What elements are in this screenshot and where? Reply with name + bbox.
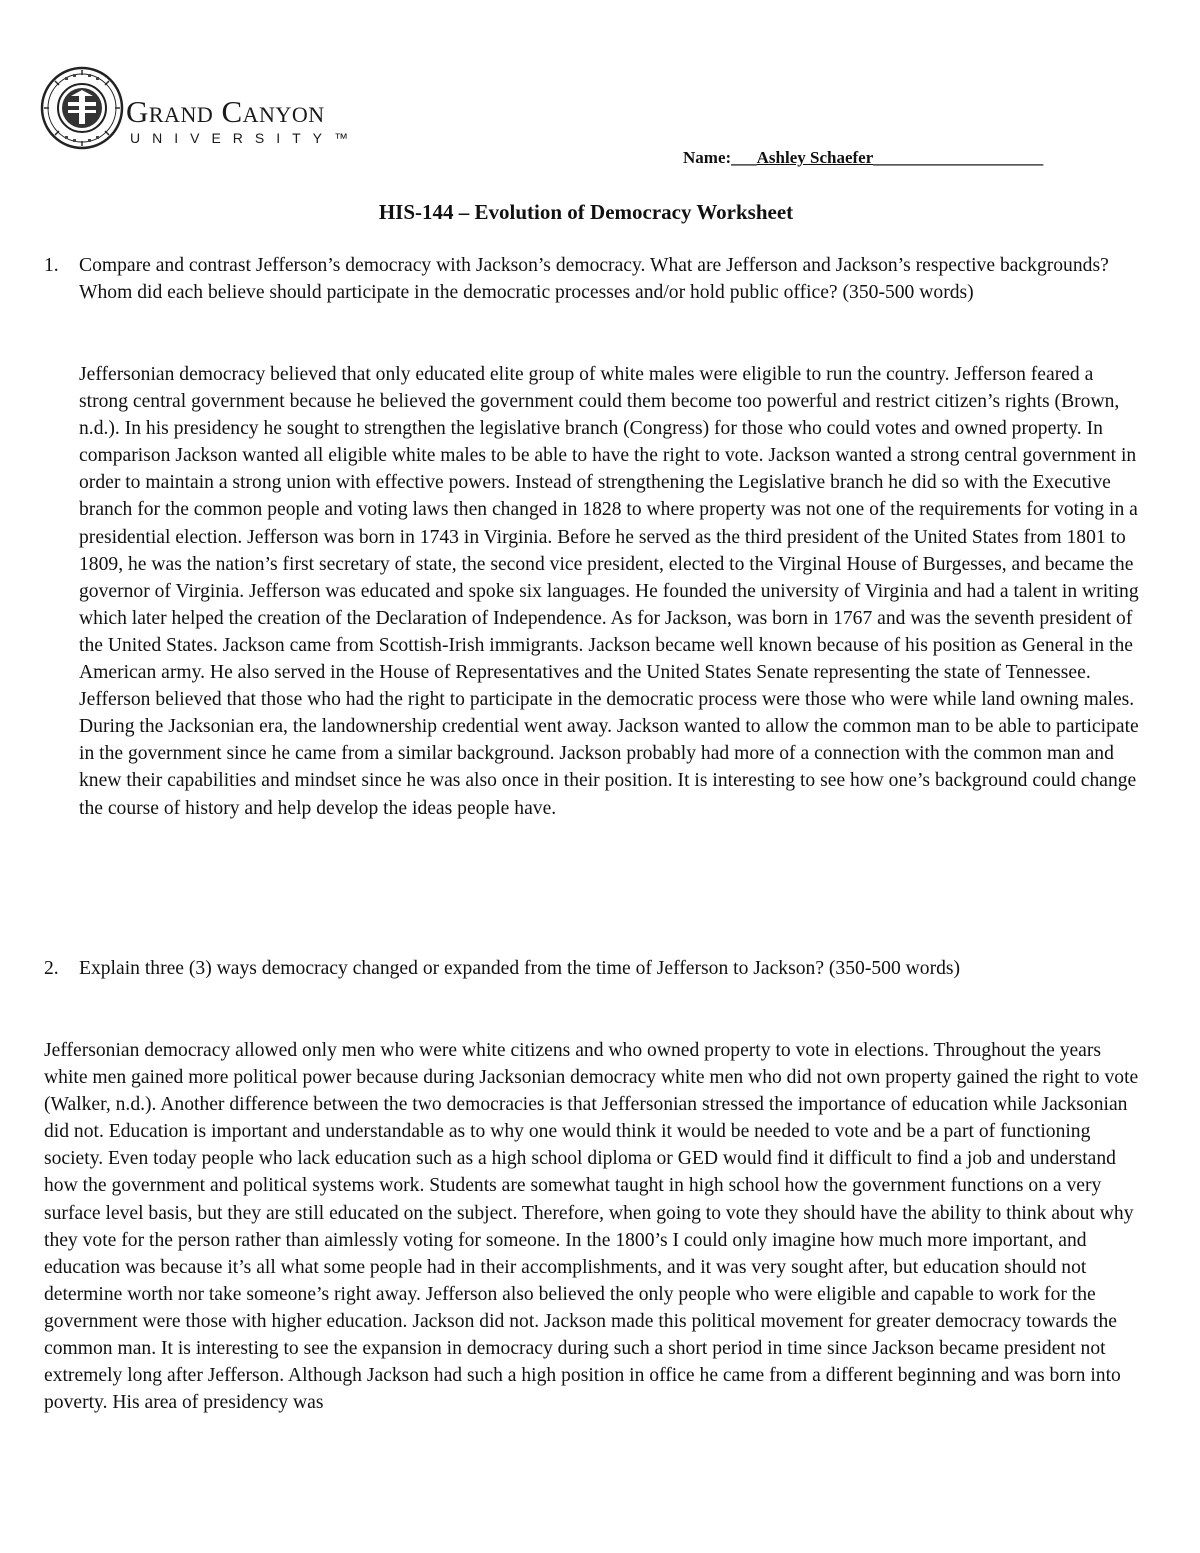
question-number: 1. — [44, 255, 59, 276]
question-number: 2. — [44, 958, 59, 979]
university-seal-icon — [40, 66, 124, 150]
worksheet-title: HIS-144 – Evolution of Democracy Worksheet — [378, 200, 794, 224]
student-name-line — [683, 148, 1043, 168]
university-logo-subtitle: UNIVERSITY™ — [130, 130, 361, 146]
question-2 — [44, 955, 1134, 982]
name-underline-tail: ____________________ — [873, 148, 1044, 167]
answer-1: Jeffersonian democracy believed that only educated elite group of white males were eligible to run the country. Jefferson feared a strong central government because he believed the government could them become too powerful and restrict citizen’s rights (Brown, n.d.). In his presidency he sought to strengthen the legislative branch (Congress) for those who could votes and owned property. In comparison Jackson wanted all eligible white males to be able to have the right to vote. Jackson wanted a strong central government in order to maintain a strong union with effective powers. Instead of strengthening the Legislative branch he did so with the Executive branch for the common people and voting laws then changed in 1828 to where property was not one of the requirements for voting in a presidential election. Jefferson was born in 1743 in Virginia. Before he served as the third president of the United States from 1801 to 1809, he was the nation’s first secretary of state, the second vice president, elected to the Virginal House of Burgesses, and became the governor of Virginia. Jefferson was educated and spoke six languages. He founded the university of Virginia and had a talent in writing which later helped the creation of the Declaration of Independence. As for Jackson, was born in 1767 and was the seventh president of the United States. Jackson came from Scottish-Irish immigrants. Jackson became well known because of his position as General in the American army. He also served in the House of Representatives and the United States Senate representing the state of Tennessee. Jefferson believed that those who had the right to participate in the democratic process were those who were while land owning males. During the Jacksonian era, the landownership credential went away. Jackson wanted to allow the common man to be able to participate in the government since he came from a similar background. Jackson probably had more of a connection with the common man and knew their capabilities and mindset since he was also once in their position. It is interesting to see how one’s background could change the course of history and help develop the ideas people have. — [79, 364, 1139, 819]
question-1 — [44, 252, 1134, 306]
question-prompt: Compare and contrast Jefferson’s democracy with Jackson’s democracy. What are Jefferson and Jackson’s respective backgrounds? Whom did each believe should participate in the democratic processes and/or hold public office? (350-500 words) — [79, 255, 1109, 304]
university-logo — [40, 66, 400, 156]
name-label: Name:___ — [683, 148, 757, 167]
answer-2: Jeffersonian democracy allowed only men who were white citizens and who owned property to vote in elections. Throughout the years white men gained more political power because during Jacksonian democracy white men who did not own property gained the right to vote (Walker, n.d.). Another difference between the two democracies is that Jeffersonian stressed the importance of education while Jacksonian did not. Education is important and understandable as to why one would think it would be needed to vote and be a part of functioning society. Even today people who lack education such as a high school diploma or GED would find it difficult to find a job and understand how the government and political systems work. Students are somewhat taught in high school how the government functions on a very surface level basis, but they are still educated on the subject. Therefore, when going to vote they should have the ability to think about why they vote for the person rather than aimlessly voting for someone. In the 1800’s I could only imagine how much more important, and education was because it’s all what some people had in their accomplishments, and it was very sought after, but education should not determine worth nor take someone’s right away. Jefferson also believed the only people who were eligible and capable to work for the government were those with higher education. Jackson did not. Jackson made this political movement for greater democracy towards the common man. It is interesting to see the expansion in democracy during such a short period in time since Jackson became president not extremely long after Jefferson. Although Jackson had such a high position in office he came from a different beginning and was born into poverty. His area of presidency was — [44, 1040, 1139, 1414]
question-prompt: Explain three (3) ways democracy changed or expanded from the time of Jefferson to Jackson? (350-500 words) — [79, 958, 961, 979]
university-logo-name: Grand Canyon — [126, 94, 325, 129]
student-name-value: Ashley Schaefer — [756, 148, 874, 167]
